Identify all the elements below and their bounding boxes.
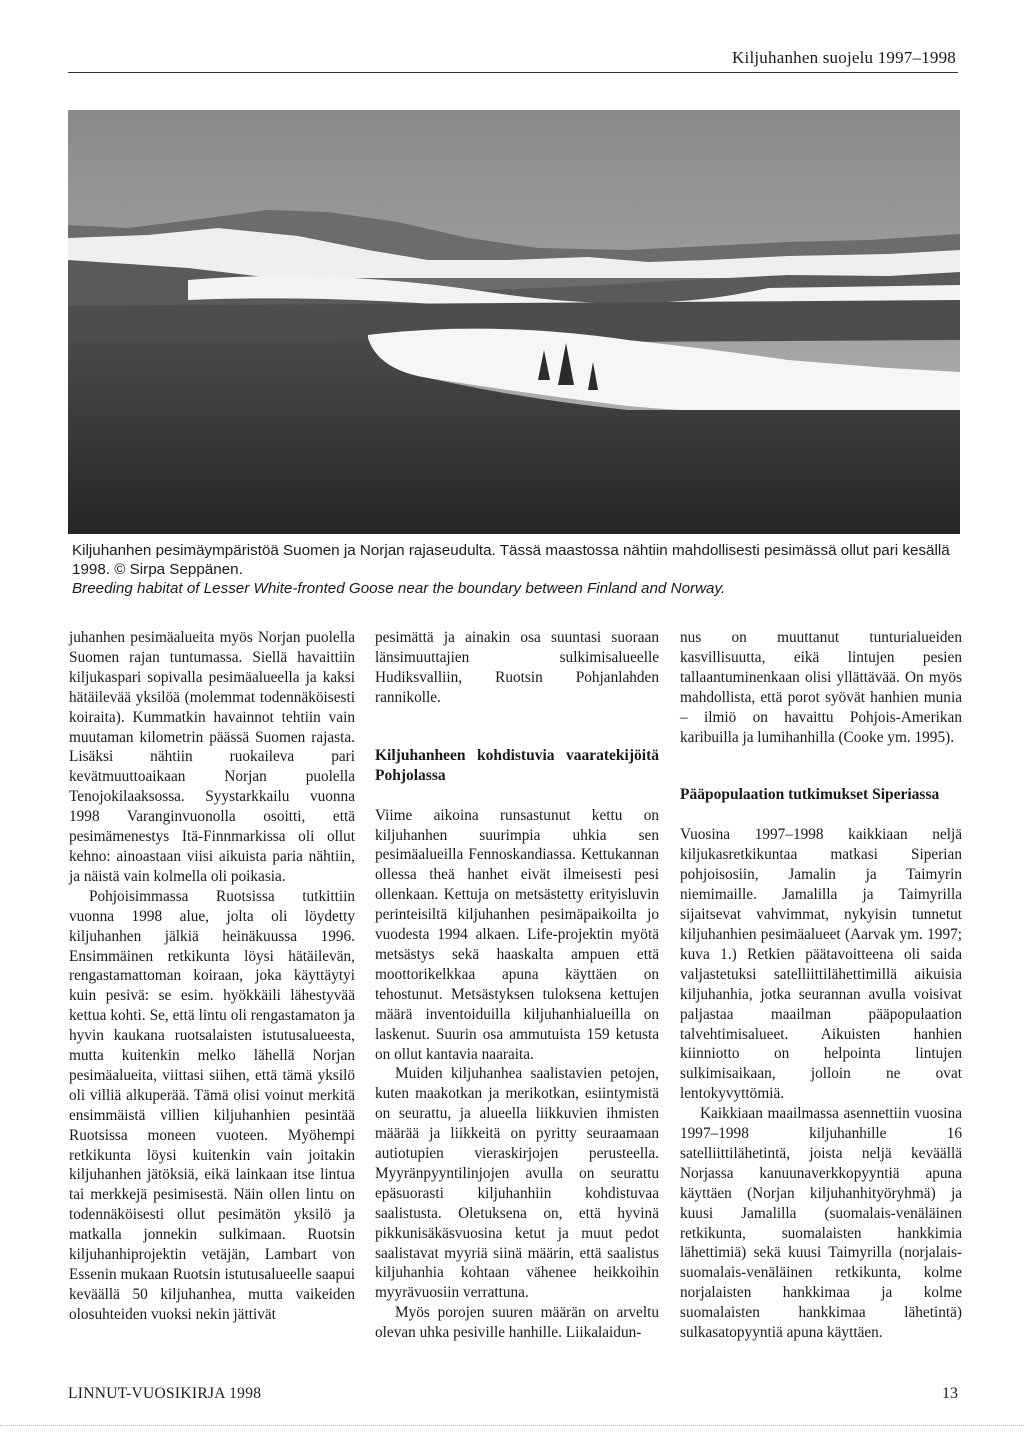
- footer-journal: LINNUT-VUOSIKIRJA 1998: [68, 1385, 262, 1402]
- column-3: [680, 628, 962, 1343]
- column-2: [375, 628, 659, 1343]
- col2-paragraph-3: Muiden kiljuhanhea saalistavien petojen, kuten maakotkan ja merikotkan, esiintymistä on seurattu, ja alueella liikkuvien ihmisten määrää ja liikkeitä on pyritty seuraamaan autiotupien vieraskirjojen perusteella. Myyränpyyntilinjojen avulla on seurattu epäsuorasti kiljuhanhiin kohdistuvaa saalistusta. Oletuksena on, että hyvinä pikkunisäkäsvuosina ketut ja muut pedot saalistavat myyriä siinä määrin, että saalistus kiljuhanhia kohtaan vähenee heikkoihin myyrävuosiin verrattuna.: [375, 1065, 659, 1302]
- col3-paragraph-3: Kaikkiaan maailmassa asennettiin vuosina 1997–1998 kiljuhanhille 16 satelliittilähetintä, joista neljä keväällä Norjassa kanuunaverkkopyyntiä apuna käyttäen (Norjan kiljuhanhityöryhmä) ja kuusi Jamalilla (suomalais-venäläinen retkikunta, suomalaisten hankkimia lähettimiä) sekä kuusi Taimyrilla (norjalais-suomalais-venäläinen retkikunta, kolme norjalaisten hankkimaa ja kolme suomalaisten hankkimaa lähetintä) sulkasatopyyntiä apuna käyttäen.: [680, 1105, 962, 1342]
- col3-paragraph-1: nus on muuttanut tunturialueiden kasvillisuutta, eikä lintujen pesien tallaantuminenkaan olisi yllättävää. On myös mahdollista, että porot syövät hanhien munia – ilmiö on havaittu Pohjois-Amerikan karibuilla ja lumihanhilla (Cooke ym. 1995).: [680, 629, 962, 746]
- figure-caption: [72, 541, 962, 598]
- column-1: [69, 628, 355, 1325]
- landscape-photo: [68, 110, 960, 534]
- col2-paragraph-2: Viime aikoina runsastunut kettu on kiljuhanhen suurimpia uhkia sen pesimäalueilla Fennoskandiassa. Kettukannan ollessa theä hanhet eivät ilmeisesti pesi ollenkaan. Kettuja on metsästetty erityisluvin perinteisiltä kiljuhanhen pesimäpaikoilta jo vuodesta 1994 alkaen. Life-projektin myötä metsästys sekä haaskalta ampuen että moottorikelkkaa apuna käyttäen on tehostunut. Metsästyksen tuloksena kettujen määrä inventoiduilla kiljuhanhialueilla on laskenut. Suurin osa ammutuista 159 ketusta on ollut kantavia naaraita.: [375, 806, 659, 1063]
- scan-edge-divider: [0, 1425, 1024, 1427]
- col2-section-heading: Kiljuhanheen kohdistuvia vaaratekijöitä Pohjolassa: [375, 746, 659, 784]
- col2-paragraph-4: Myös porojen suuren määrän on arveltu olevan uhka pesiville hanhille. Liikalaidun-: [375, 1304, 659, 1342]
- page-number: 13: [942, 1385, 958, 1402]
- col2-paragraph-1: pesimättä ja ainakin osa suuntasi suoraan länsimuuttajien sulkimisalueelle Hudiksvalliin, Ruotsin Pohjanlahden rannikolle.: [375, 629, 659, 706]
- tundra-landscape-image: [68, 110, 960, 534]
- col3-section-heading: Pääpopulaation tutkimukset Siperiassa: [680, 786, 940, 804]
- col1-paragraph-2: Pohjoisimmassa Ruotsissa tutkittiin vuonna 1998 alue, jolta oli löydetty kiljuhanhen jälkiä heinäkuussa 1996. Ensimmäinen retkikunta löysi hätäilevän, rengastamattoman koiraan, joka käyttäytyi kuin pesivä: se esim. hyökkäili lähestyvää kettua kohti. Se, että lintu oli rengastamaton ja hyvin kaukana ruotsalaisten istutusalueesta, mutta kuitenkin melko lähellä Norjan pesimäalueita, viittasi siihen, että tämä yksilö oli villiä alkuperää. Tämä olisi voinut merkitä ensimmäistä villien kiljuhanhien pesintää Ruotsissa moneen vuoteen. Myöhempi retkikunta löysi kuitenkin vain joitakin kiljuhanhen jätöksiä, eikä lainkaan itse lintua tai merkkejä pesimisestä. Näin ollen lintu on todennäköisesti ollut pesimätön yksilö ja matkalla jonnekin sulkimaan. Ruotsin kiljuhanhiprojektin vetäjän, Lambart von Essenin mukaan Ruotsin istutusalueelle saapui keväällä 50 kiljuhanhea, mutta vaikeiden olosuhteiden vuoksi nekin jättivät: [69, 887, 355, 1323]
- running-header-title: Kiljuhanhen suojelu 1997–1998: [732, 48, 956, 67]
- caption-english: Breeding habitat of Lesser White-fronted Goose near the boundary between Finland and Norway.: [72, 580, 726, 597]
- caption-finnish: Kiljuhanhen pesimäympäristöä Suomen ja Norjan rajaseudulta. Tässä maastossa nähtiin mahdollisesti pesimässä ollut pari kesällä 1998. © Sirpa Seppänen.: [72, 542, 950, 578]
- running-header: [68, 46, 958, 73]
- col3-paragraph-2: Vuosina 1997–1998 kaikkiaan neljä kiljukasretkikuntaa matkasi Siperian pohjoisosiin, Jamalin ja Taimyrin niemimaille. Jamalilla ja Taimyrilla sijaitsevat vahvimmat, nykyisin tunnetut kiljuhanhien pesimäalueet (Aarvak ym. 1997; kuva 1.) Retkien päätavoitteena oli saida valjastetuksi satelliittilähettimillä aikuisia kiljuhanhia, jotka seurannan avulla voisivat paljastaa maailman pääpopulaation talvehtimisalueet. Aikuisten hanhien kiinniotto on helpointa lintujen sulkimisaikaan, jolloin ne ovat lentokyvyttömiä.: [680, 826, 962, 1103]
- col1-paragraph-1: juhanhen pesimäalueita myös Norjan puolella Suomen rajan tuntumassa. Siellä havaittiin kiljukaspari sopivalla pesimäalueella ja kaksi hätäilevää yksilöä (molemmat todennäköisesti koiraita). Kummatkin havainnot tehtiin vain muutaman kilometrin päässä Suomen rajasta. Lisäksi nähtiin ruokaileva pari kevätmuuttoaikaan Norjan puolella Tenojokilaaksossa. Syystarkkailu vuonna 1998 Varanginvuonolla osoitti, että pesimämenestys Itä-Finnmarkissa oli ollut kehno: ainoastaan viisi aikuista paria nähtiin, ja näistä vain kolmella oli poikasia.: [69, 629, 355, 885]
